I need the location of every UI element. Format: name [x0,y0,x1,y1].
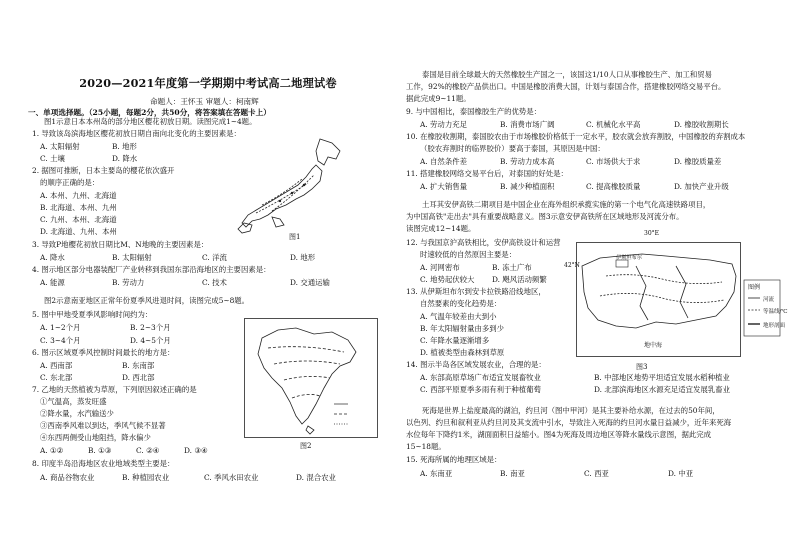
passage-1-line-3: 据此完成9~11题。 [406,94,471,103]
q14-option-a[interactable]: A. 东部高原草场广布适宜发展畜牧业 [420,373,541,382]
q5-option-d[interactable]: D. 4~5个月 [130,336,171,345]
question-13-cont: 自然要素的变化趋势是： [420,299,502,308]
figure-2-caption: 图2 [300,442,312,450]
q4-option-c[interactable]: C. 技术 [202,278,227,287]
question-8: 8. 印度半岛沿海地区农业地域类型主要是： [32,459,175,468]
q15-option-c[interactable]: C. 西亚 [584,469,609,478]
q8-option-c[interactable]: C. 季风水田农业 [204,473,259,482]
question-5: 5. 图中甲地受夏季风影响时间约为： [32,310,153,319]
question-14: 14. 图示半岛各区域发展农业，合理的是： [406,360,546,369]
q1-option-c[interactable]: C. 土壤 [40,154,65,163]
q12-option-a[interactable]: A. 河网密布 [420,263,460,272]
q6-option-a[interactable]: A. 西南部 [40,361,73,370]
q11-option-d[interactable]: D. 加快产业升级 [674,182,729,191]
q12-option-d[interactable]: D. 飓风活动频繁 [492,275,547,284]
q2-option-d[interactable]: D. 北海道、九州、本州 [40,227,117,236]
q9-option-c[interactable]: C. 机械化水平高 [586,120,641,129]
question-3: 3. 导致P地樱花初放日期比M、N地晚的主要因素是： [32,240,209,249]
exam-title: 2020—2021年度第一学期期中考试高二地理试卷 [79,76,337,90]
passage-3-line-4: 15~18题。 [406,442,446,451]
q6-option-d[interactable]: D. 西北部 [122,373,155,382]
q2-option-a[interactable]: A. 本州、九州、北海道 [40,191,117,200]
figure-3-legend-profile: 地形剖面 [763,323,786,329]
passage-3-line-1: 死海是世界上盐度最高的湖泊，约旦河（图中甲河）是其主要补给水源，在过去的50年间， [422,406,720,415]
q13-option-c[interactable]: C. 年降水量逐渐增多 [420,336,490,345]
q7-option-b[interactable]: B. ①③ [88,446,112,455]
q9-option-a[interactable]: A. 劳动力充足 [420,120,467,129]
question-11: 11. 搭建橡胶网络交易平台后，对泰国的好处是： [406,169,568,178]
figure-3-city-label: 伊斯坦布尔 [616,255,642,261]
figure-3-latitude: 42°N [564,262,580,269]
question-2-cont: 的顺序正确的是： [40,178,100,187]
figure-3-sea-label: 地中海 [644,342,663,349]
q13-option-d[interactable]: D. 植被类型由森林到草原 [420,348,505,357]
q7-item-2: ②降水量，水汽输送少 [40,409,114,418]
q14-option-d[interactable]: D. 北部滨海地区水源充足适宜发展乳畜业 [594,385,731,394]
intro-figure1: 图1示意日本本州岛的部分地区樱花初放日期。读图完成1~4题。 [44,117,257,126]
q10-option-d[interactable]: D. 橡胶质量差 [674,157,722,166]
figure-3-legend-isotherm: 等温线/℃ [763,309,788,315]
passage-2-line-1: 土耳其安伊高铁二期项目是中国企业在海外组织承揽实施的第一个电气化高速铁路项目， [422,200,711,209]
q13-option-b[interactable]: B. 年太阳辐射量由多到少 [420,324,505,333]
figure-3-turkey-map [576,236,782,358]
question-2: 2. 据图可推断，日本主要岛的樱花依次盛开 [32,166,175,175]
q8-option-a[interactable]: A. 商品谷物农业 [40,473,95,482]
q6-option-c[interactable]: C. 东北部 [40,373,73,382]
q15-option-d[interactable]: D. 中亚 [668,469,694,478]
passage-3-line-2: 以色列、约旦和叙利亚从约旦河及其支流中引水，导致注入死海的约旦河水量日益减少，近年来死海 [406,418,732,427]
figure-3-legend-river: 河流 [763,297,775,303]
q5-option-a[interactable]: A. 1~2个月 [40,323,81,332]
q10-option-b[interactable]: B. 劳动力成本高 [500,157,555,166]
figure-3-caption: 图3 [636,363,648,371]
q3-option-c[interactable]: C. 洋流 [202,253,227,262]
question-10-cont: （胶农弃割时的临界胶价）要高于泰国，其原因是中国： [420,144,605,153]
q11-option-b[interactable]: B. 减少种植面积 [500,182,555,191]
q7-item-1: ①气温高，蒸发旺盛 [40,397,107,406]
section-heading: 一、单项选择题。（25小题，每题2分，共50分，将答案填在答题卡上） [28,108,271,117]
figure-3-longitude: 30°E [644,230,660,237]
passage-3-line-3: 水位每年下降约1米，湖面面积日益缩小。图4为死海及周边地区等降水量线示意图，据此完成 [406,430,712,439]
q11-option-c[interactable]: C. 提高橡胶质量 [586,182,641,191]
q12-option-b[interactable]: B. 冻土广布 [492,263,532,272]
q14-option-b[interactable]: B. 中部地区地势平坦适宜发展水稻种植业 [594,373,730,382]
q1-option-b[interactable]: B. 地形 [112,142,137,151]
q10-option-c[interactable]: C. 市场供大于求 [586,157,641,166]
q2-option-c[interactable]: C. 九州、本州、北海道 [40,215,117,224]
question-7: 7. 乙地的天然植被为草原，下列原因叙述正确的是 [32,385,197,394]
question-12: 12. 与我国京沪高铁相比，安伊高铁设计和运营 [406,238,561,247]
passage-2-line-3: 读图完成12~14题。 [406,224,476,233]
exam-meta: 命题人：王怀玉 审题人：柯南辉 [150,97,259,106]
q4-option-a[interactable]: A. 能源 [40,278,65,287]
q1-option-d[interactable]: D. 降水 [112,154,138,163]
question-4: 4. 图示地区部分电器装配厂产业转移到我国东部沿海地区的主要因素是： [32,265,271,274]
q7-option-c[interactable]: C. ②④ [136,446,160,455]
q9-option-b[interactable]: B. 消费市场广阔 [500,120,555,129]
q7-option-d[interactable]: D. ③④ [184,446,208,455]
intro-figure2: 图2示意南亚地区正常年份夏季风进退时间，读图完成5~8题。 [44,296,250,305]
q12-option-c[interactable]: C. 地势起伏较大 [420,275,475,284]
q8-option-d[interactable]: D. 混合农业 [296,473,336,482]
q2-option-b[interactable]: B. 北海道、本州、九州 [40,203,117,212]
passage-1-line-2: 工作，92%的橡胶产品供出口。中国是橡胶消费大国，计划与泰国合作，搭建橡胶网络交易平台。 [406,82,726,91]
question-13: 13. 从伊斯坦布尔到安卡拉铁路沿线地区， [406,287,546,296]
q1-option-a[interactable]: A. 太阳辐射 [40,142,80,151]
q15-option-a[interactable]: A. 东南亚 [420,469,453,478]
passage-2-line-2: 为中国高铁"走出去"具有重要战略意义。图3示意安伊高铁所在区域地形及河流分布。 [406,212,684,221]
question-10: 10. 在橡胶收割期，泰国胶农由于市场橡胶价格低于一定水平，胶农就会放弃割胶，中国橡胶的弃割成本 [406,132,746,141]
passage-1-line-1: 泰国是目前全球最大的天然橡胶生产国之一，该国这1/10人口从事橡胶生产、加工和贸易 [422,70,713,79]
q15-option-b[interactable]: B. 南亚 [500,469,525,478]
q7-item-3: ③西南季风难以到达，季风气候不显著 [40,421,166,430]
question-6: 6. 图示区域夏季风控制时间最长的地方是： [32,348,175,357]
q5-option-b[interactable]: B. 2~3个月 [130,323,171,332]
q10-option-a[interactable]: A. 自然条件差 [420,157,467,166]
question-1: 1. 导致该岛滨海地区樱花初放日期自南向北变化的主要因素是： [32,129,241,138]
figure-2-south-asia-map [244,318,378,438]
question-12-cont: 时速较低的自然原因主要是： [420,250,517,259]
q4-option-d[interactable]: D. 交通运输 [290,278,330,287]
question-15: 15. 死海所属的地理区域是： [406,455,502,464]
q11-option-a[interactable]: A. 扩大销售量 [420,182,467,191]
q3-option-a[interactable]: A. 降水 [40,253,65,262]
q13-option-a[interactable]: A. 气温年较差由大到小 [420,312,497,321]
q7-option-a[interactable]: A. ①② [40,446,64,455]
q3-option-b[interactable]: B. 太阳辐射 [112,253,152,262]
q6-option-b[interactable]: B. 东南部 [122,361,155,370]
figure-1-caption: 图1 [289,233,301,241]
question-9: 9. 与中国相比，泰国橡胶生产的优势是： [406,107,542,116]
q9-option-d[interactable]: D. 橡胶收割期长 [674,120,729,129]
q4-option-b[interactable]: B. 劳动力 [112,278,145,287]
figure-3-legend-title: 图例 [748,284,761,291]
figure-1-japan-map [232,135,350,235]
q7-item-4: ④东西两侧受山地阻挡，降水偏少 [40,433,151,442]
q14-option-c[interactable]: C. 西部平原夏季多雨有利于种植葡萄 [420,385,541,394]
q5-option-c[interactable]: C. 3~4个月 [40,336,81,345]
q3-option-d[interactable]: D. 地形 [290,253,316,262]
q8-option-b[interactable]: B. 种植园农业 [122,473,170,482]
